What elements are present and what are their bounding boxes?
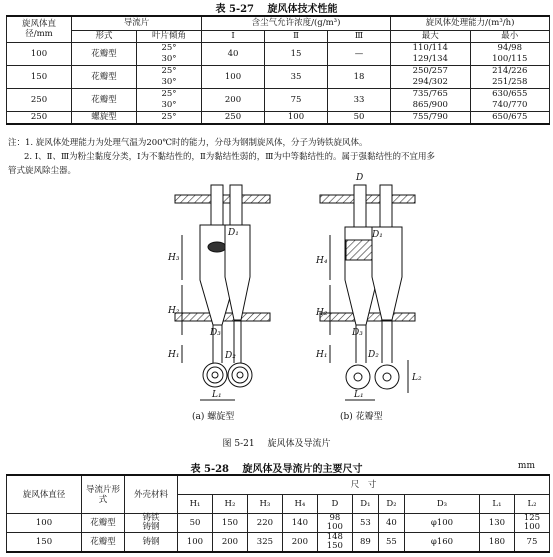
note-line: 注：1. 旋风体处理能力为处理气温为200℃时的能力，分母为钢制旋风体，分子为铸铁旋风体。: [8, 138, 368, 148]
t1-cell: 花瓣型: [72, 65, 137, 88]
t1-cell: 755/790: [391, 111, 471, 124]
t1-cell: —: [328, 42, 391, 65]
t1-cell: 650/675: [470, 111, 550, 124]
table2-caption: [0, 460, 553, 475]
t1-cell: 75: [265, 88, 328, 111]
label-h2-b: H₂: [316, 308, 328, 318]
tube-plate-top-b: [320, 195, 415, 203]
t1-val: 100/115: [492, 53, 528, 64]
t2-val: 150: [326, 541, 343, 551]
table1-caption: [0, 0, 553, 15]
t1-cell: 50: [328, 111, 391, 124]
label-d1-b: D₁: [372, 230, 383, 240]
label-d3: D₃: [210, 328, 221, 338]
t2-val: 125: [523, 513, 541, 523]
t1-cell: 35: [265, 65, 328, 88]
label-d2-b: D₂: [368, 350, 379, 360]
t2-cell: φ160: [404, 533, 479, 553]
t2-cell: 53: [352, 514, 378, 533]
t1-cell: 200: [202, 88, 265, 111]
t2-h-diameter: 旋风体直径: [7, 475, 82, 514]
t1-cell: [391, 88, 471, 111]
t2-cell: [317, 514, 352, 533]
label-h1-b: H₁: [316, 350, 328, 360]
t1-h-dust: 含尘气允许浓度/(g/m³): [202, 16, 391, 30]
t1-val: 94/98: [497, 42, 522, 53]
t2-cell: 花瓣型: [82, 514, 125, 533]
t2-cell: 50: [178, 514, 213, 533]
t2-cell: 140: [282, 514, 317, 533]
t1-h-min: 最小: [470, 30, 550, 42]
t2-val: 148: [326, 532, 343, 542]
t2-cell: 铸钢: [125, 533, 178, 553]
t1-val: 294/302: [412, 76, 448, 87]
t1-val: 250/257: [412, 65, 448, 76]
t2-cell: 75: [514, 533, 549, 553]
t2-h-col: D₁: [352, 495, 378, 514]
t1-angle: 25°: [161, 42, 177, 53]
t1-cell: [470, 42, 550, 65]
label-l1-b: L₁: [354, 390, 364, 400]
t2-h-col: H₃: [247, 495, 282, 514]
t2-cell: 180: [479, 533, 514, 553]
t2-h-material: 外壳材料: [125, 475, 178, 514]
t1-h-angle: 叶片倾角: [137, 30, 202, 42]
t1-h-dust-iii: Ⅲ: [328, 30, 391, 42]
table1-title: 旋风体技术性能: [267, 4, 338, 15]
t1-val: 110/114: [412, 42, 448, 53]
table2-title: 旋风体及导流片的主要尺寸: [242, 464, 363, 475]
t2-cell: 220: [247, 514, 282, 533]
t1-cell: 花瓣型: [72, 42, 137, 65]
t2-cell: 40: [378, 514, 404, 533]
t2-h-col: H₂: [212, 495, 247, 514]
label-h2: H₂: [168, 306, 180, 316]
t2-val: 98: [329, 513, 341, 523]
table-row: [7, 533, 550, 553]
t1-h-dust-i: Ⅰ: [202, 30, 265, 42]
t1-cell: 250: [7, 88, 72, 111]
table2-unit: mm: [517, 461, 535, 471]
t2-cell: 150: [212, 514, 247, 533]
t1-cell: [391, 42, 471, 65]
t2-val: 100: [326, 522, 343, 532]
t2-cell: 100: [7, 514, 82, 533]
t2-val: 铸钢: [142, 522, 160, 532]
t1-val: 865/900: [412, 99, 448, 110]
t1-cell: 螺旋型: [72, 111, 137, 124]
t1-cell: 100: [7, 42, 72, 65]
t1-angle: 30°: [161, 76, 177, 87]
table-row: [7, 88, 550, 111]
figure-title: 旋风体及导流片: [267, 439, 331, 449]
table-row: [7, 514, 550, 533]
t1-h-max: 最大: [391, 30, 471, 42]
table-row: [7, 65, 550, 88]
table2-number: 表 5-28: [190, 464, 230, 475]
t2-h-col: L₂: [514, 495, 549, 514]
table1-number: 表 5-27: [215, 4, 255, 15]
t1-val: 630/655: [492, 88, 528, 99]
label-l1: L₁: [212, 390, 222, 400]
figure-caption: [0, 436, 553, 449]
t2-cell: 325: [247, 533, 282, 553]
t1-val: 251/258: [492, 76, 528, 87]
t1-val: 214/226: [492, 65, 528, 76]
t1-val: 129/134: [412, 53, 448, 64]
t1-cell: 250: [7, 111, 72, 124]
t2-val: 100: [523, 522, 541, 532]
t2-cell: [317, 533, 352, 553]
t1-cell: 100: [265, 111, 328, 124]
t1-h-guide: 导流片: [72, 16, 202, 30]
t2-cell: 花瓣型: [82, 533, 125, 553]
t1-val: 735/765: [412, 88, 448, 99]
t1-cell: [137, 65, 202, 88]
table2: [6, 474, 550, 553]
label-d3-b: D₃: [352, 328, 363, 338]
t2-h-col: D₃: [404, 495, 479, 514]
label-l2-b: L₂: [412, 373, 422, 383]
t2-cell: 150: [7, 533, 82, 553]
t2-h-col: D₂: [378, 495, 404, 514]
t1-h-dust-ii: Ⅱ: [265, 30, 328, 42]
t1-cell: [137, 88, 202, 111]
label-h1: H₁: [168, 350, 180, 360]
t2-cell: 200: [282, 533, 317, 553]
t2-cell: 200: [212, 533, 247, 553]
t1-cell: [470, 65, 550, 88]
t2-cell: [514, 514, 549, 533]
t1-cell: 25°: [137, 111, 202, 124]
t2-cell: 55: [378, 533, 404, 553]
t2-h-col: D: [317, 495, 352, 514]
t1-cell: 250: [202, 111, 265, 124]
t1-angle: 30°: [161, 99, 177, 110]
label-d2: D₂: [225, 351, 236, 361]
t1-cell: 33: [328, 88, 391, 111]
t1-cell: 100: [202, 65, 265, 88]
t2-h-col: H₄: [282, 495, 317, 514]
t1-angle: 30°: [161, 53, 177, 64]
t2-cell: 130: [479, 514, 514, 533]
note-line: 管式旋风除尘器。: [8, 166, 77, 176]
t1-h-form: 形式: [72, 30, 137, 42]
t2-cell: φ100: [404, 514, 479, 533]
spiral-vane: [208, 242, 226, 252]
t1-cell: 40: [202, 42, 265, 65]
label-h3: H₃: [168, 253, 180, 263]
t1-h-capacity: 旋风体处理能力/(m³/h): [391, 16, 550, 30]
t2-cell: 100: [178, 533, 213, 553]
t1-cell: 花瓣型: [72, 88, 137, 111]
t1-h-diameter: 旋风体直径/mm: [7, 16, 72, 42]
t1-cell: 150: [7, 65, 72, 88]
note-line: 2. Ⅰ、Ⅱ、Ⅲ为粉尘黏度分类，Ⅰ为不黏结性的，Ⅱ为黏结性弱的，Ⅲ为中等黏结性的。属于强黏结性的不宜用多: [24, 152, 435, 162]
t1-cell: [137, 42, 202, 65]
t2-h-col: L₁: [479, 495, 514, 514]
t1-angle: 25°: [161, 65, 177, 76]
t1-cell: [470, 88, 550, 111]
t2-h-col: H₁: [178, 495, 213, 514]
t1-val: 740/770: [492, 99, 528, 110]
figure-number: 图 5-21: [222, 439, 255, 449]
subcaption-b: (b) 花瓣型: [340, 412, 383, 422]
table-row: [7, 111, 550, 124]
label-h4-b: H₄: [316, 256, 328, 266]
table-row: [7, 42, 550, 65]
t1-cell: [391, 65, 471, 88]
t1-cell: 18: [328, 65, 391, 88]
label-d-b: D: [356, 173, 364, 183]
t1-cell: 15: [265, 42, 328, 65]
cyclone-figure: [140, 165, 460, 430]
t2-h-form: 导流片形式: [82, 475, 125, 514]
subcaption-a: (a) 螺旋型: [192, 412, 235, 422]
t2-cell: [125, 514, 178, 533]
label-d1: D₁: [228, 228, 239, 238]
t1-angle: 25°: [161, 88, 177, 99]
t2-h-dims: 尺 寸: [178, 475, 550, 495]
t2-val: 铸铁: [142, 513, 160, 523]
t2-cell: 89: [352, 533, 378, 553]
table1: [6, 15, 550, 125]
